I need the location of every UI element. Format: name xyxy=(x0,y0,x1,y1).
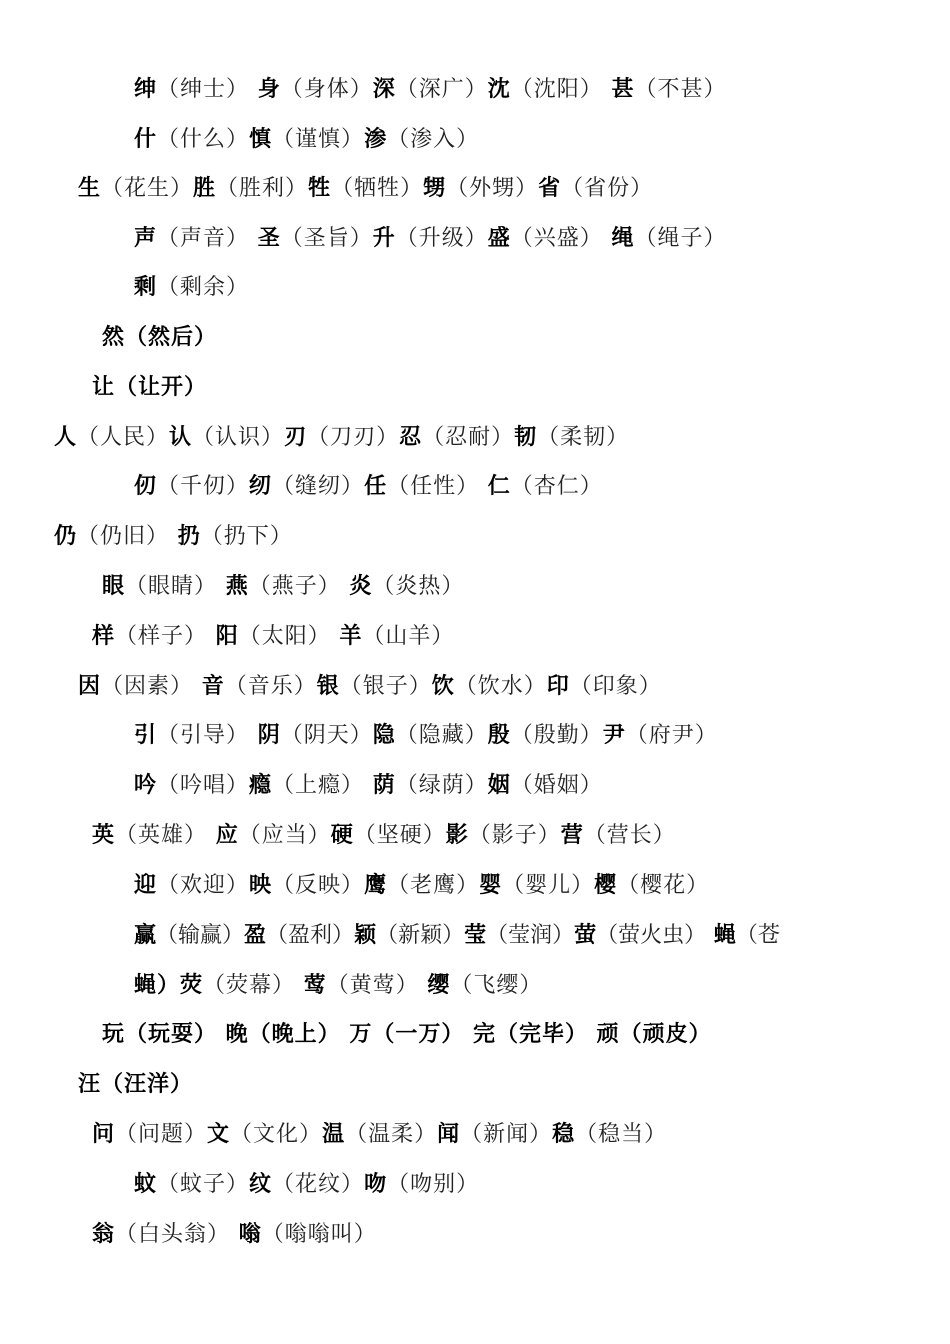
text-line: 仞（千仞）纫（缝纫）任（任性） 仁（杏仁） xyxy=(134,473,603,499)
text-line: 样（样子） 阳（太阳） 羊（山羊） xyxy=(92,623,455,649)
text-line: 英（英雄） 应（应当）硬（坚硬）影（影子）营（营长） xyxy=(92,822,676,848)
text-line: 因（因素） 音（音乐）银（银子）饮（饮水）印（印象） xyxy=(78,673,662,699)
text-line: 剩（剩余） xyxy=(134,274,250,300)
text-line: 汪（汪洋） xyxy=(78,1071,194,1097)
text-line: 生（花生）胜（胜利）牲（牺牲）甥（外甥）省（省份） xyxy=(78,175,654,201)
text-line: 翁（白头翁） 嗡（嗡嗡叫） xyxy=(92,1221,377,1247)
text-line: 玩（玩耍） 晚（晚上） 万（一万） 完（完毕） 顽（顽皮） xyxy=(102,1021,712,1047)
text-line: 眼（眼睛） 燕（燕子） 炎（炎热） xyxy=(102,573,465,599)
text-line: 蝇）荧（荧幕） 莺（黄莺） 缨（飞缨） xyxy=(134,972,543,998)
text-line: 什（什么）慎（谨慎）渗（渗入） xyxy=(134,126,480,152)
text-line: 声（声音） 圣（圣旨）升（升级）盛（兴盛） 绳（绳子） xyxy=(134,225,727,251)
text-line: 问（问题）文（文化）温（温柔）闻（新闻）稳（稳当） xyxy=(92,1121,668,1147)
text-line: 仍（仍旧） 扔（扔下） xyxy=(54,523,293,549)
text-line: 然（然后） xyxy=(102,324,218,350)
text-line: 人（人民）认（认识）刃（刀刃）忍（忍耐）韧（柔韧） xyxy=(54,424,630,450)
text-line: 赢（输赢）盈（盈利）颖（新颖）莹（莹润）萤（萤火虫） 蝇（苍 xyxy=(134,922,780,948)
text-line: 吟（吟唱）瘾（上瘾） 荫（绿荫）姻（婚姻） xyxy=(134,772,603,798)
text-line: 让（让开） xyxy=(92,374,208,400)
text-line: 迎（欢迎）映（反映）鹰（老鹰）婴（婴儿）樱（樱花） xyxy=(134,872,710,898)
text-line: 绅（绅士） 身（身体）深（深广）沈（沈阳） 甚（不甚） xyxy=(134,76,727,102)
text-line: 蚊（蚊子）纹（花纹）吻（吻别） xyxy=(134,1171,480,1197)
text-line: 引（引导） 阴（阴天）隐（隐藏）殷（殷勤）尹（府尹） xyxy=(134,722,718,748)
